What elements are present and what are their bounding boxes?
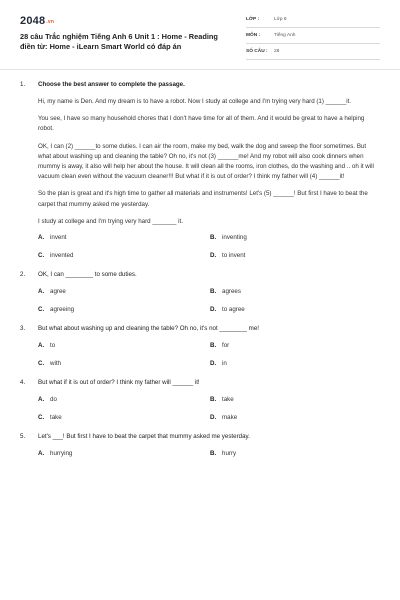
meta-row-count <box>246 44 380 60</box>
question-5 <box>20 432 380 457</box>
question-3 <box>20 324 380 367</box>
meta-key: MÔN : <box>246 33 261 38</box>
logo-text: 2048 <box>20 15 46 27</box>
option-label: D. <box>210 414 217 422</box>
question-line <box>20 432 380 441</box>
passage-paragraph: OK, I can (2) ______to some duties. I can air the room, make my bed, walk the dog and sweep the floor sometimes. But what about washing up and cleaning the table? Oh no, it's not (3) ______me! And my robot will also cook dinners when mummy is away, it also will help her about the house. It will clean all the rooms, iron clothes, do the washing and .. oh it will vacuum clean even without the vacuum cleaner!!! But what if it is out of order? I think my father will (4) ______it! <box>38 142 374 181</box>
option-text: to invent <box>222 252 246 260</box>
option-c[interactable] <box>38 252 210 259</box>
option-a[interactable] <box>38 396 210 403</box>
question-prompt: I study at college and I'm trying very hard _______ it. <box>38 217 183 225</box>
option-label: D. <box>210 252 217 260</box>
passage-paragraph: Hi, my name is Den. And my dream is to have a robot. Now I study at college and I'm trying very hard (1) ______it. <box>38 98 352 105</box>
option-a[interactable] <box>38 342 210 349</box>
option-text: agreeing <box>50 306 75 314</box>
meta-value: 28 <box>274 49 280 54</box>
question-line <box>20 270 380 279</box>
option-b[interactable] <box>210 234 382 241</box>
question-4 <box>20 378 380 421</box>
option-d[interactable] <box>210 306 382 313</box>
option-text: hurrying <box>50 450 73 458</box>
question-line <box>20 324 380 333</box>
question-text: But what about washing up and cleaning the table? Oh no, it's not ________ me! <box>38 325 259 333</box>
option-d[interactable] <box>210 360 382 367</box>
option-text: agrees <box>222 288 241 296</box>
question-text: Let's ___! But first I have to beat the carpet that mummy asked me yesterday. <box>38 433 250 441</box>
option-label: A. <box>38 234 45 242</box>
meta-key: LỚP : <box>246 17 260 22</box>
question-number: 3. <box>20 325 26 333</box>
question-text: But what if it is out of order? I think my father will ______ it! <box>38 379 200 387</box>
option-text: to <box>50 342 56 350</box>
option-label: B. <box>210 342 217 350</box>
option-a[interactable] <box>38 288 210 295</box>
question-list <box>20 80 380 468</box>
answer-options <box>38 342 380 367</box>
question-2 <box>20 270 380 313</box>
option-label: A. <box>38 450 45 458</box>
option-text: take <box>222 396 234 404</box>
option-a[interactable] <box>38 450 210 457</box>
option-d[interactable] <box>210 414 382 421</box>
option-a[interactable] <box>38 234 210 241</box>
option-text: hurry <box>222 450 237 458</box>
meta-value: Lớp 6 <box>274 17 287 22</box>
option-label: B. <box>210 288 217 296</box>
option-label: B. <box>210 450 217 458</box>
logo-domain: .vn <box>46 19 55 25</box>
question-line <box>20 378 380 387</box>
meta-key: SỐ CÂU : <box>246 49 268 54</box>
question-number: 2. <box>20 271 26 279</box>
option-label: B. <box>210 396 217 404</box>
option-b[interactable] <box>210 288 382 295</box>
option-b[interactable] <box>210 342 382 349</box>
option-d[interactable] <box>210 252 382 259</box>
passage-paragraph: You see, I have so many household chores that I don't have time for all of them. And it would be great to have a helping robot. <box>38 115 365 133</box>
answer-options <box>38 450 380 457</box>
option-label: A. <box>38 288 45 296</box>
option-text: inventing <box>222 234 247 242</box>
option-label: C. <box>38 252 45 260</box>
option-text: agree <box>50 288 66 296</box>
option-text: for <box>222 342 230 350</box>
option-text: to agree <box>222 306 245 314</box>
answer-options <box>38 234 380 259</box>
option-label: C. <box>38 306 45 314</box>
option-text: in <box>222 360 227 368</box>
meta-row-class <box>246 12 380 28</box>
option-text: make <box>222 414 238 422</box>
question-line <box>20 80 380 89</box>
question-instruction: Choose the best answer to complete the passage. <box>38 81 185 88</box>
option-text: with <box>50 360 62 368</box>
option-label: B. <box>210 234 217 242</box>
option-label: D. <box>210 306 217 314</box>
option-label: C. <box>38 414 45 422</box>
answer-options <box>38 396 380 421</box>
option-text: invented <box>50 252 74 260</box>
question-1 <box>20 80 380 259</box>
question-number: 1. <box>20 81 26 88</box>
option-c[interactable] <box>38 360 210 367</box>
option-b[interactable] <box>210 450 382 457</box>
question-number: 4. <box>20 379 26 387</box>
reading-passage <box>38 97 380 227</box>
page-header <box>20 12 380 62</box>
meta-value: Tiếng Anh <box>274 33 296 38</box>
document-title: 28 câu Trắc nghiệm Tiếng Anh 6 Unit 1 : Home - Reading điền từ: Home - iLearn Smart World có đáp án <box>20 32 218 51</box>
question-text: OK, I can ________ to some duties. <box>38 271 137 279</box>
meta-row-subject <box>246 28 380 44</box>
header-divider <box>0 69 400 70</box>
document-meta <box>246 12 380 60</box>
option-text: take <box>50 414 62 422</box>
option-label: C. <box>38 360 45 368</box>
option-c[interactable] <box>38 306 210 313</box>
option-c[interactable] <box>38 414 210 421</box>
answer-options <box>38 288 380 313</box>
option-text: do <box>50 396 57 404</box>
option-b[interactable] <box>210 396 382 403</box>
option-label: D. <box>210 360 217 368</box>
passage-paragraph: So the plan is great and it's high time to gather all materials and instruments! Let's (5) ______! But first I have to beat the carpet that mummy asked me yesterday. <box>38 190 368 208</box>
option-label: A. <box>38 342 45 350</box>
option-label: A. <box>38 396 45 404</box>
option-text: invent <box>50 234 67 242</box>
question-number: 5. <box>20 433 26 441</box>
site-logo[interactable] <box>20 15 54 27</box>
